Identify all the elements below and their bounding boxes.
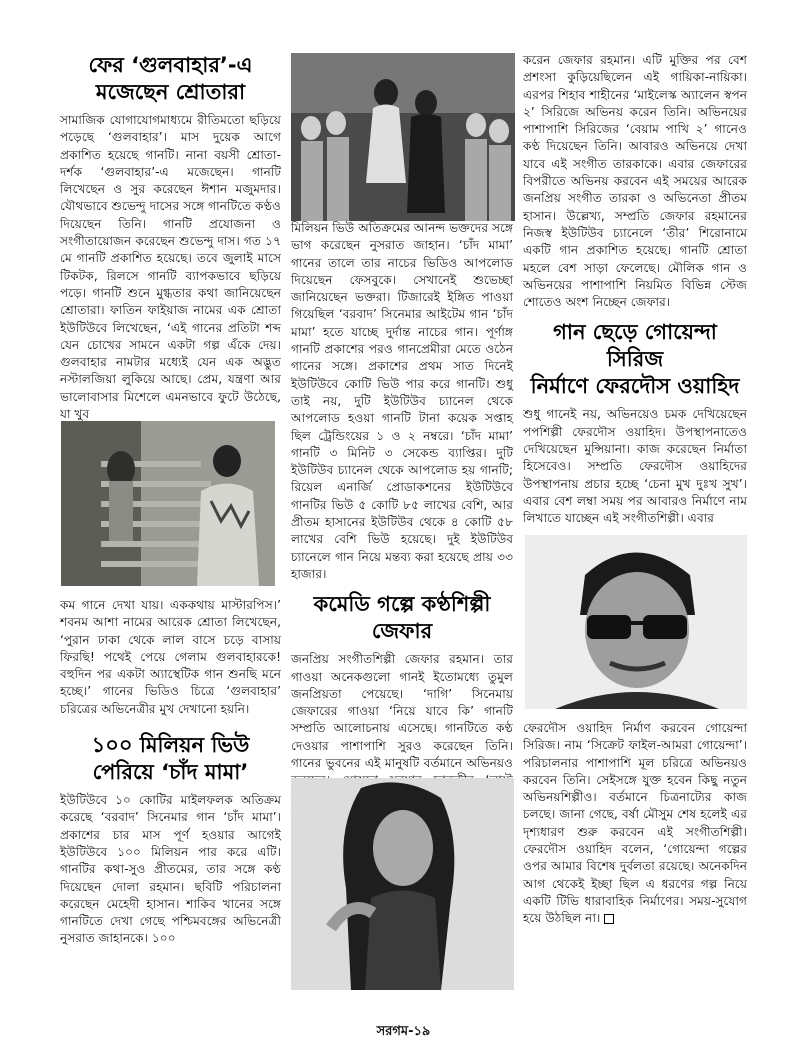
gulbahar-photo (61, 421, 275, 586)
gulbahar-photo-image (61, 421, 275, 586)
ferdous-body-2: ফেরদৌস ওয়াহিদ নির্মাণ করবেন গোয়েন্দা সিরিজ। নাম ‘সিক্রেট ফাইল-আমরা গোয়েন্দা’। পরিচালনার পাশাপাশি মূল চরিত্রে অভিনয়ও করবেন তিনি। সেইসঙ্গে যুক্ত হবেন কিছু নতুন অভিনয়শিল্পীও। বর্তমানে চিত্রনাট্যের কাজ চলছে। জানা গেছে, বর্ষা মৌসুম শেষ হলেই এর দৃশ্যধারণ শুরু করবেন এই সংগীতশিল্পী। ফেরদৌস ওয়াহিদ বলেন, ‘গোয়েন্দা গল্পের ওপর আমার বিশেষ দুর্বলতা রয়েছে। অনেকদিন আগ থেকেই ইচ্ছা ছিল এ ধরণের গল্প নিয়ে একটি টিভি ধারাবাহিক নির্মাণের। সময়-সুযোগ হয়ে উঠছিল না। (523, 721, 747, 926)
gulbahar-headline: ফের ‘গুলবাহার’-এ মজেছেন শ্রোতারা (88, 53, 253, 104)
chand-mama-headline: ১০০ মিলিয়ন ভিউ পেরিয়ে ‘চাঁদ মামা’ (91, 733, 250, 785)
gulbahar-article (60, 52, 281, 423)
page-folio: সরগম-১৯ (376, 1024, 431, 1039)
zefar-body-1: জনপ্রিয় সংগীতশিল্পী জেফার রহমান। তার গাওয়া অনেকগুলো গানই ইতোমধ্যে তুমুল জনপ্রিয়তা পেয়েছে। ‘দাগি’ সিনেমায় জেফারের গাওয়া ‘নিয়ে যাবে কি’ গানটি সম্প্রতি আলোচনায় এসেছে। গানটিতে কণ্ঠ দেওয়ার পাশাপাশি সুরও করেছেন তিনি। গানের ভুবনের এই মানুষটি বর্তমানে অভিনয়ও (291, 652, 513, 771)
chand-mama-photo (291, 53, 515, 221)
gulbahar-continued (60, 597, 281, 948)
chand-mama-photo-image (291, 53, 515, 221)
chand-mama-body-1: ইউটিউবে ১০ কোটির মাইলফলক অতিক্রম করেছে ‘বরবাদ’ সিনেমার গান ‘চাঁদ মামা’। প্রকাশের চার মাস পূর্ণ হওয়ার আগেই ইউটিউবে ১০০ মিলিয়ন পার করে এটি। গানটির কথা-সুও প্রীতমের, তার সঙ্গে কণ্ঠ দিয়েছেন দোলা রহমান। ছবিটি পরিচালনা করেছেন মেহেদী হাসান। শাকিব খানের সঙ্গে গানটিতে দেখা গেছে পশ্চিমবঙ্গের অভিনেত্রী নুসরাত জাহানকে। ১০০ (60, 793, 281, 946)
chand-mama-continued (291, 220, 513, 824)
ferdous-photo-image (525, 535, 747, 709)
ferdous-body-1: শুধু গানেই নয়, অভিনয়েও চমক দেখিয়েছেন পপশিল্পী ফেরদৌস ওয়াহিদ। উপস্থাপনাতেও দেখিয়েছেন মুন্সিয়ানা। কাজ করেছেন নির্মাতা হিসেবেও। সম্প্রতি ফেরদৌস ওয়াহিদের উপস্থাপনায় প্রচার হচ্ছে ‘চেনা মুখ দুঃখ সুখ’। এবার বেশ লম্বা সময় পর আবারও নির্মাণে নাম লিখাতে যাচ্ছেন এই সংগীতশিল্পী। এবার (523, 407, 747, 526)
gulbahar-body-1: সামাজিক যোগাযোগমাধ্যমে রীতিমতো ছড়িয়ে পড়েছে ‘গুলবাহার’। মাস দুয়েক আগে প্রকাশিত হয়েছে গানটি। নানা বয়সী শ্রোতা-দর্শক ‘গুলবাহার’-এ মজেছেন। গানটি লিখেছেন ও সুর করেছেন ঈশান মজুমদার। যৌথভাবে শুভেন্দু দাসের সঙ্গে গানটিতে কণ্ঠও দিয়েছেন তিনি। গানটি প্রযোজনা ও সংগীতায়োজন করেছেন শুভেন্দু দাস। গত ১৭ মে গানটি প্রকাশিত হয়েছে। তবে জুলাই মাসে টিকটক, রিলসে গানটি ব্যাপকভাবে ছড়িয়ে পড়ে। গানটি শুনে মুগ্ধতার কথা জানিয়েছেন শ্রোতারা। ফাতিন ফাইয়াজ নামের এক শ্রোতা ইউটিউবে লিখেছেন, ‘এই গানের প্রতিটা শব্দ যেন চোখের সামনে একটা গল্প এঁকে দেয়। গুলবাহার নামটার মধ্যেই যেন এক অদ্ভুত নস্টালজিয়া লুকিয়ে আছে। প্রেম, যন্ত্রণা আর ভালোবাসার মিশেলে এমনভাবে ফুটে উঠেছে, যা খুব (60, 113, 281, 422)
ferdous-headline: গান ছেড়ে গোয়েন্দা সিরিজ নির্মাণে ফেরদৌস ওয়াহিদ (530, 320, 740, 399)
ferdous-continued (523, 720, 747, 928)
ferdous-photo (525, 535, 747, 709)
end-mark-icon (604, 914, 614, 924)
zefar-continued (523, 52, 747, 528)
chand-mama-body-2: মিলিয়ন ভিউ অতিক্রমের আনন্দ ভক্তদের সঙ্গে ভাগ করেছেন নুসরাত জাহান। ‘চাঁদ মামা’ গানের তালে তার নাচের ভিডিও আপলোড দিয়েছেন ফেসবুকে। সেখানেই শুভেচ্ছা জানিয়েছেন ভক্তরা। টিজারেই ইঙ্গিত পাওয়া গিয়েছিল ‘বরবাদ’ সিনেমার আইটেম গান ‘চাঁদ মামা’ হতে যাচ্ছে দুর্দান্ত নাচের গান। পূর্ণাঙ্গ গানটি প্রকাশের পরও গানপ্রেমীরা মেতে ওঠেন গানের সঙ্গে। প্রকাশের প্রথম সাত দিনেই ইউটিউবে কোটি ভিউ পার করে গানটি। শুধু তাই নয়, দুটি ইউটিউব চ্যানেল থেকে আপলোড হওয়া গানটি টানা কয়েক সপ্তাহ ছিল ট্রেন্ডিংয়ের ১ ও ২ নম্বরে। ‘চাঁদ মামা’ গানটি ৩ মিনিট ৩ সেকেন্ড ব্যাপ্তির। দুটি ইউটিউব চ্যানেল থেকে আপলোড হয় গানটি; রিয়েল এনার্জি প্রোডাকশনের ইউটিউবে গানটির ভিউ ৫ কোটি ৮৫ লাখের বেশি, আর প্রীতম হাসানের ইউটিউব থেকে ৪ কোটি ৫৮ লাখের বেশি ভিউ হয়েছে। দুই ইউটিউব চ্যানেলে গান নিয়ে মন্তব্য করা হয়েছে প্রায় ৩৩ হাজার। (291, 221, 513, 581)
zefar-body-2: করেন জেফার রহমান। এটি মুক্তির পর বেশ প্রশংসা কুড়িয়েছিলেন এই গায়িকা-নায়িকা। এরপর শিহাব শাহীনের ‘মাইলেস্ক অ্যালেন স্বপন ২’ সিরিজে অভিনয় করেন তিনি। অভিনয়ের পাশাপাশি সিরিজের ‘বেয়াম পাখি ২’ গানেও কণ্ঠ দিয়েছেন তিনি। আবারও অভিনয়ে দেখা যাবে এই সংগীত তারকাকে। এবার জেফারের বিপরীতে অভিনয় করবেন এই সময়ের আরেক জনপ্রিয় সংগীত তারকা ও অভিনেতা প্রীতম হাসান। উল্লেখ্য, সম্প্রতি জেফার রহমানের নিজস্ব ইউটিউব চ্যানেলে ‘তীর’ শিরোনামে একটি গান প্রকাশিত হয়েছে। গানটি শ্রোতা মহলে বেশ সাড়া ফেলেছে। মৌলিক গান ও অভিনয়ের পাশাপাশি নিয়মিত বিভিন্ন স্টেজ শোতেও অংশ নিচ্ছেন জেফার। (523, 53, 747, 310)
zefar-photo (291, 778, 514, 990)
zefar-headline: কমেডি গল্পে কণ্ঠশিল্পী জেফার (313, 592, 491, 644)
gulbahar-body-2: কম গানে দেখা যায়। এককথায় মাস্টারপিস।’ শবনম আশা নামের আরেক শ্রোতা লিখেছেন, ‘পুরান ঢাকা থেকে লাল বাসে চড়ে বাসায় ফিরছি! পথেই পেয়ে গেলাম গুলবাহারকে! বহুদিন পর একটা অ্যাস্থেটিক গান শুনছি মনে হচ্ছে।’ গানের ভিডিও চিত্রে ‘গুলবাহার’ চরিত্রের অভিনেত্রীর মুখ দেখানো হয়নি। (60, 598, 281, 716)
zefar-photo-image (291, 778, 514, 990)
